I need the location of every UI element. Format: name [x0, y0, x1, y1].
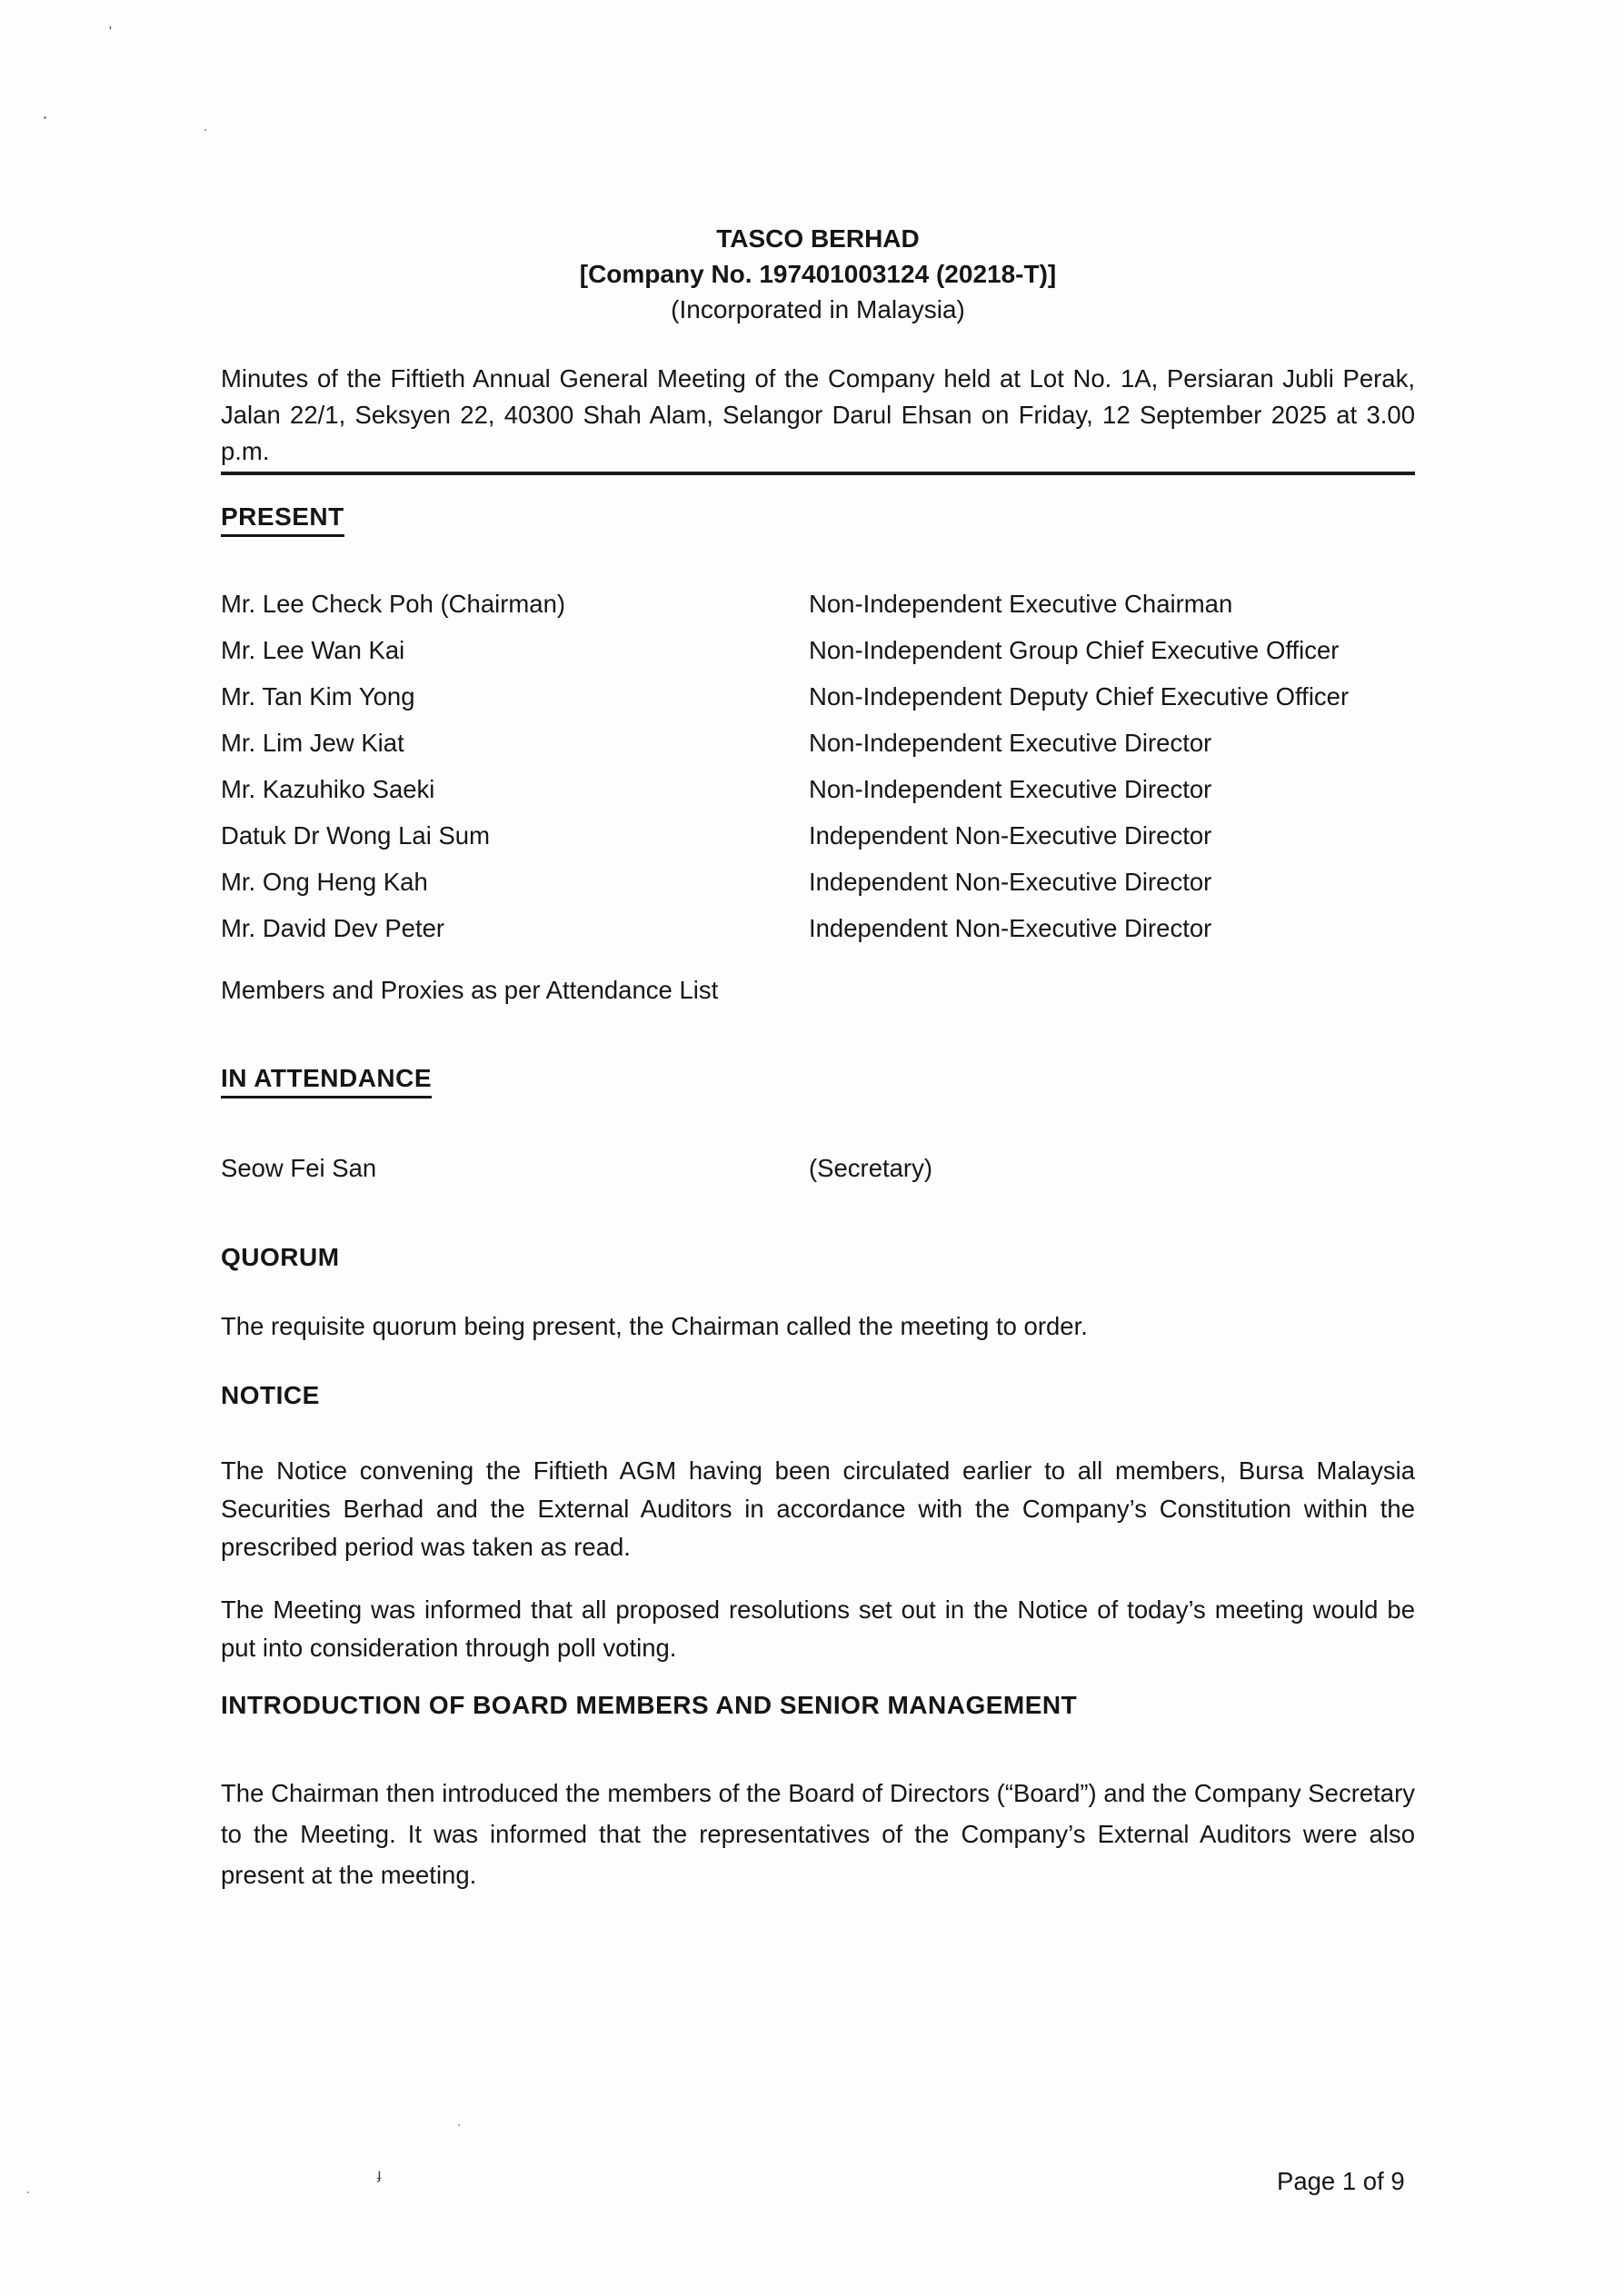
incorporation-line: (Incorporated in Malaysia): [671, 295, 965, 323]
attendee-role: Independent Non-Executive Director: [809, 821, 1212, 850]
notice-heading: NOTICE: [221, 1381, 320, 1409]
attendee-role: Independent Non-Executive Director: [809, 868, 1212, 896]
secretary-row: [221, 1155, 1415, 1182]
document-content: [221, 0, 1415, 1895]
scan-speck: [44, 116, 46, 119]
secretary-role: (Secretary): [809, 1154, 932, 1182]
attendee-row: [221, 869, 1415, 896]
introduction-heading: INTRODUCTION OF BOARD MEMBERS AND SENIOR MANAGEMENT: [221, 1691, 1078, 1719]
attendee-row: [221, 591, 1415, 618]
scan-artifact: ɟ: [377, 2167, 382, 2182]
page-number: Page 1 of 9: [1277, 2167, 1405, 2195]
attendee-row: [221, 776, 1415, 803]
attendee-row: [221, 730, 1415, 757]
attendee-row: [221, 915, 1415, 942]
attendee-name: Mr. Tan Kim Yong: [221, 682, 415, 711]
scan-speck: [458, 2124, 460, 2126]
attendee-list: [221, 591, 1415, 942]
attendee-name: Datuk Dr Wong Lai Sum: [221, 821, 491, 850]
quorum-text: The requisite quorum being present, the Chairman called the meeting to order.: [221, 1312, 1088, 1340]
attendee-role: Non-Independent Group Chief Executive Officer: [809, 636, 1340, 664]
quorum-heading: QUORUM: [221, 1243, 340, 1271]
attendee-role: Independent Non-Executive Director: [809, 914, 1212, 942]
attendee-name: Mr. Lee Check Poh (Chairman): [221, 590, 566, 618]
attendee-role: Non-Independent Executive Director: [809, 729, 1212, 757]
introduction-paragraph: The Chairman then introduced the members of the Board of Directors (“Board”) and the Company Secretary to the Meeting. It was informed that the representatives of the Company’s External Auditors were also present at the meeting.: [221, 1779, 1415, 1889]
attendee-row: [221, 822, 1415, 850]
secretary-name: Seow Fei San: [221, 1154, 377, 1182]
present-heading: PRESENT: [221, 502, 1415, 537]
attendee-role: Non-Independent Executive Director: [809, 775, 1212, 803]
attendee-name: Mr. Ong Heng Kah: [221, 868, 428, 896]
attendee-row: [221, 683, 1415, 711]
scan-speck: [204, 129, 206, 131]
attendee-name: Mr. Lee Wan Kai: [221, 636, 405, 664]
scan-speck: [27, 2192, 29, 2193]
notice-paragraph-1: The Notice convening the Fiftieth AGM having been circulated earlier to all members, Bursa Malaysia Securities Berhad and the External Auditors in accordance with the Company’s Constitution within the prescribed period was taken as read.: [221, 1456, 1415, 1561]
company-name: TASCO BERHAD: [716, 224, 920, 253]
notice-paragraph-2: The Meeting was informed that all proposed resolutions set out in the Notice of today’s meeting would be put into consideration through poll voting.: [221, 1595, 1415, 1662]
attendee-name: Mr. David Dev Peter: [221, 914, 445, 942]
attendee-role: Non-Independent Deputy Chief Executive Officer: [809, 682, 1350, 711]
company-number: [Company No. 197401003124 (20218-T)]: [579, 260, 1057, 288]
attendee-name: Mr. Kazuhiko Saeki: [221, 775, 435, 803]
attendee-role: Non-Independent Executive Chairman: [809, 590, 1233, 618]
in-attendance-heading: IN ATTENDANCE: [221, 1064, 1415, 1098]
meeting-intro-paragraph: Minutes of the Fiftieth Annual General Meeting of the Company held at Lot No. 1A, Persiaran Jubli Perak, Jalan 22/1, Seksyen 22, 40300 Shah Alam, Selangor Darul Ehsan on Friday, 12 September 2025 at 3.00 p.m.: [221, 361, 1415, 475]
document-header: [221, 221, 1415, 327]
attendee-row: [221, 637, 1415, 664]
attendee-name: Mr. Lim Jew Kiat: [221, 729, 404, 757]
members-proxies-note: Members and Proxies as per Attendance List: [221, 976, 719, 1004]
scan-artifact: ʾ: [107, 25, 114, 45]
